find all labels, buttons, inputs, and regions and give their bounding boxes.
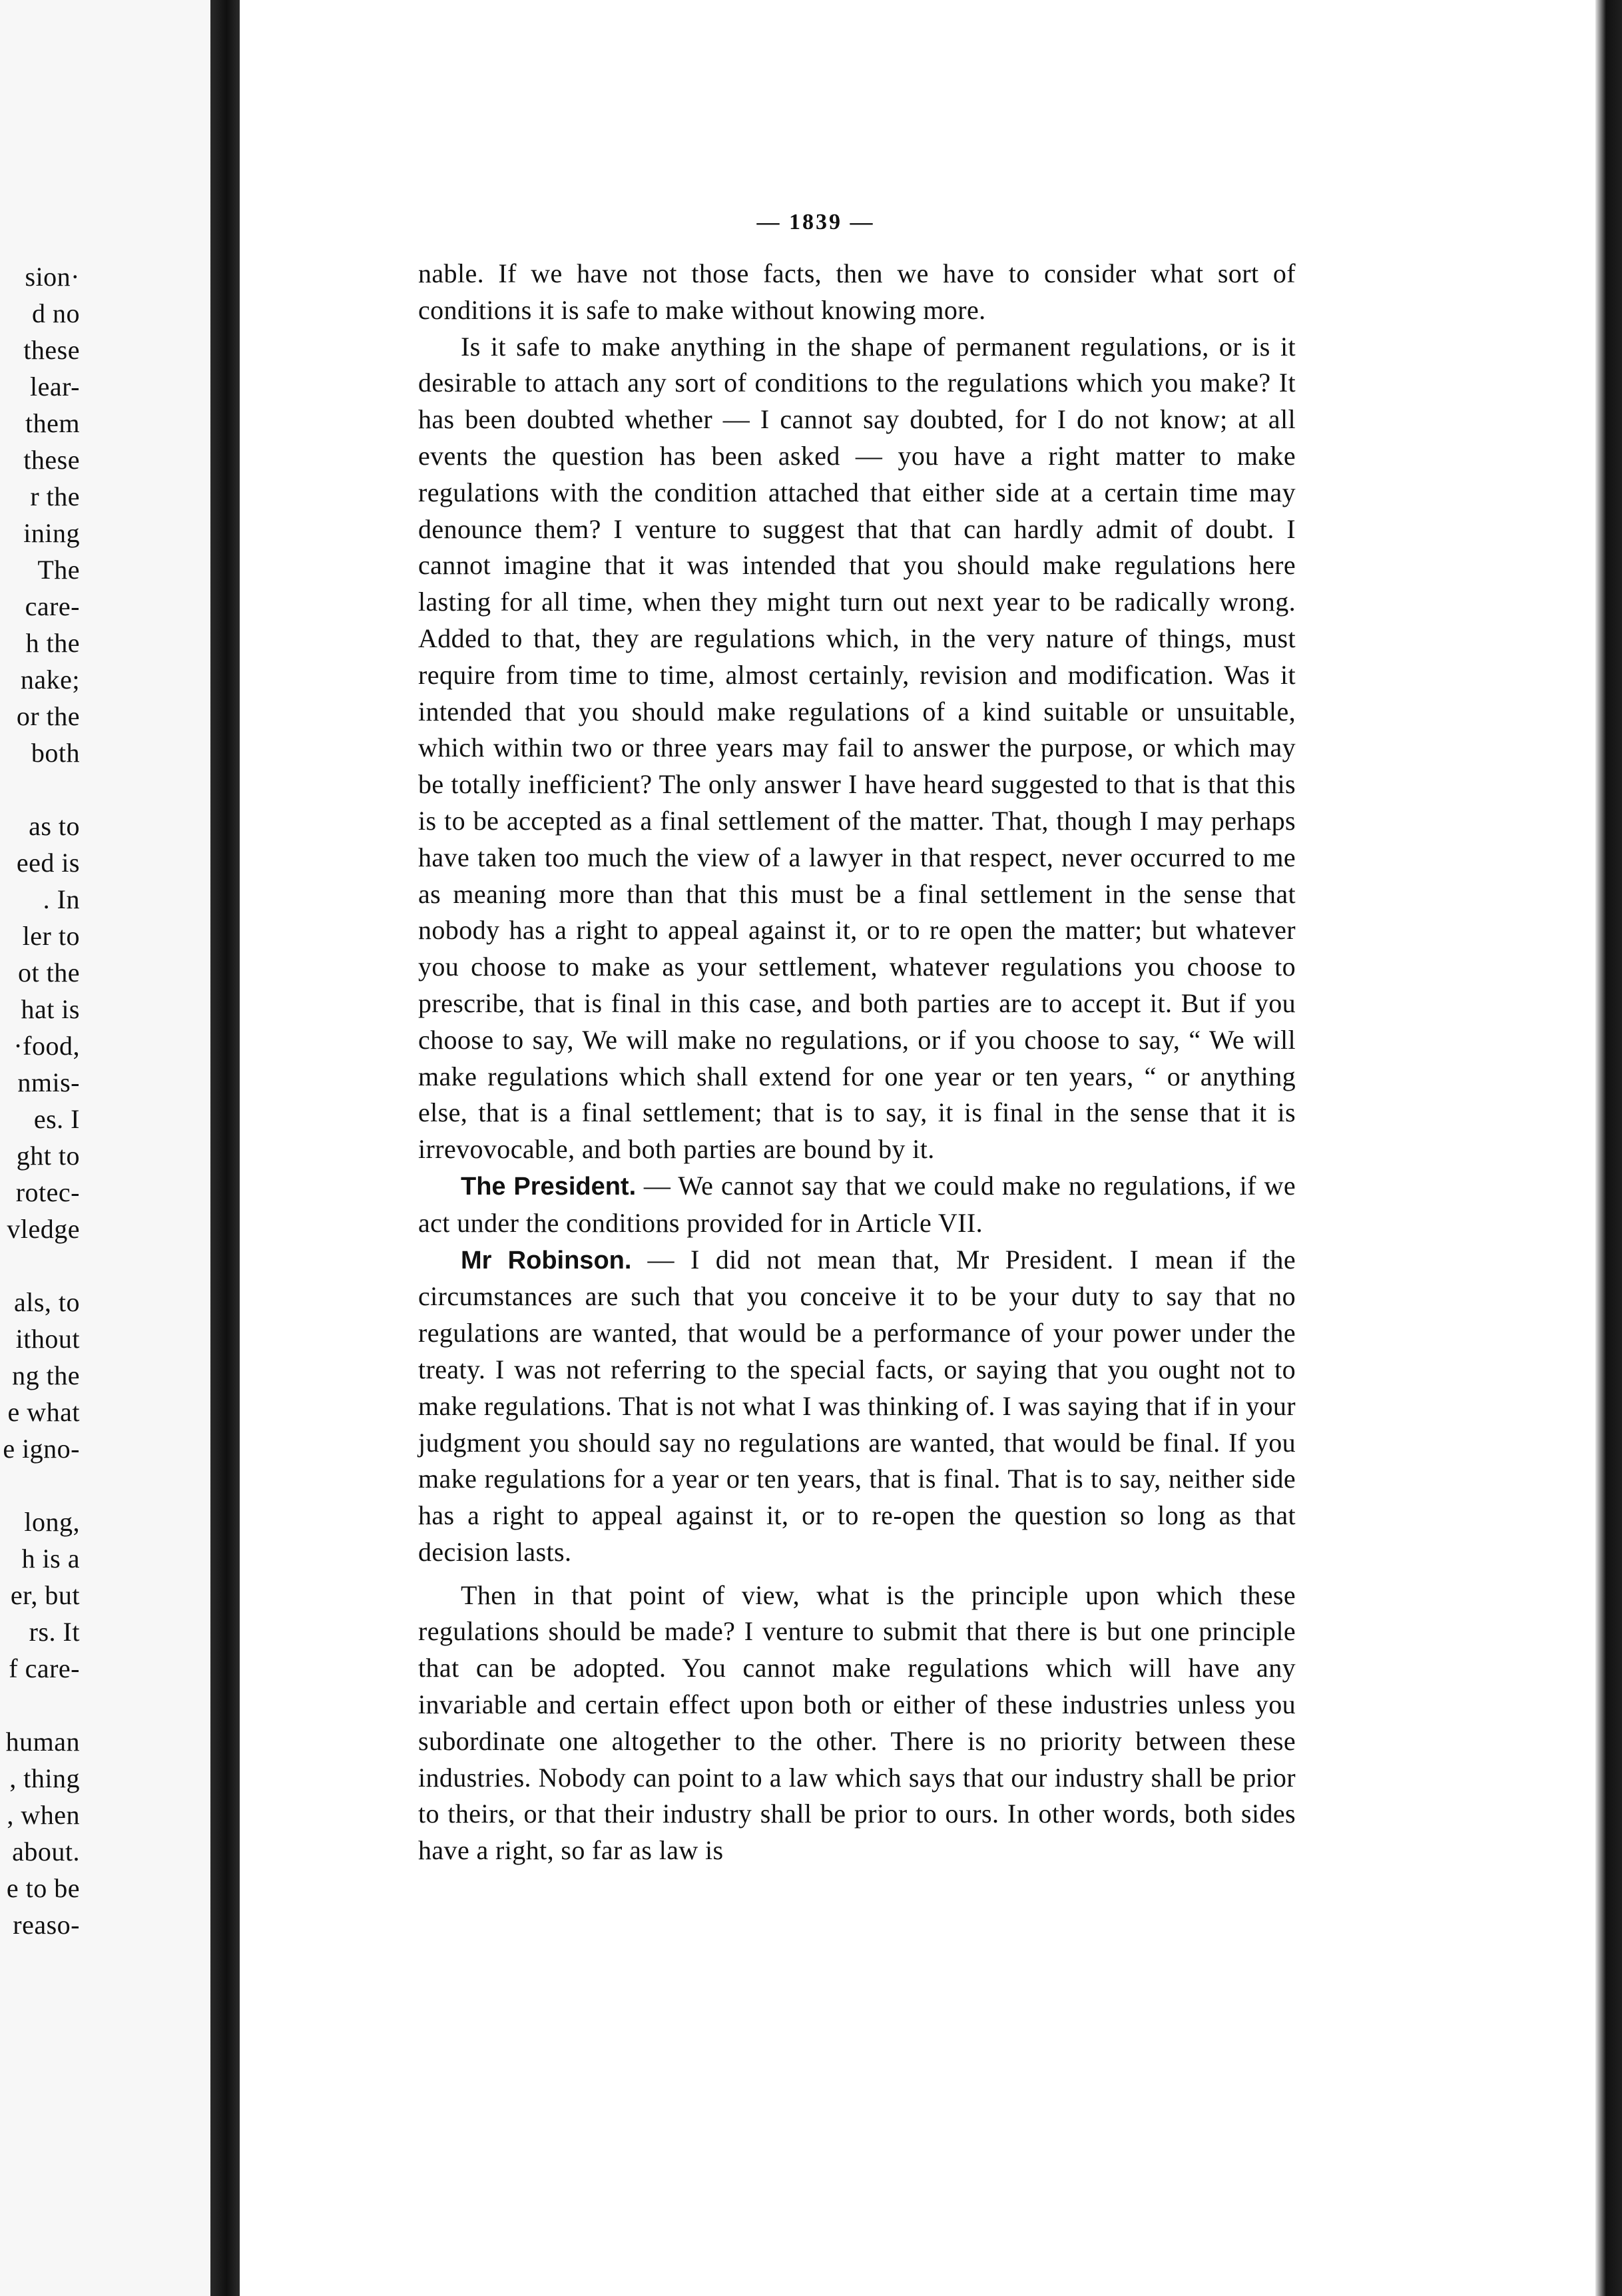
left-page-line-fragment: , thing <box>9 1763 80 1793</box>
left-page-line-fragment <box>3 771 80 808</box>
left-page-line-fragment: d no <box>32 298 80 328</box>
left-page-line-fragment: es. I <box>33 1104 80 1134</box>
left-page-line-fragment: or the <box>16 701 80 731</box>
left-page-line-fragment: about. <box>12 1837 80 1866</box>
left-page-line-fragment: , when <box>7 1800 80 1830</box>
paragraph-4 <box>418 1242 1296 1571</box>
left-page-line-fragment: human <box>5 1727 80 1757</box>
left-page-line-fragment: rotec- <box>15 1177 80 1207</box>
left-page-line-fragment: care- <box>25 591 80 621</box>
left-page-line-list <box>3 258 80 1943</box>
left-page-line-fragment: reaso- <box>13 1910 80 1940</box>
speaker-name: Mr Robinson. <box>461 1246 632 1275</box>
left-page-fragment <box>0 0 210 2296</box>
left-page-line-fragment: ler to <box>22 921 80 951</box>
left-page-line-fragment: e what <box>7 1397 80 1427</box>
paragraph-3-text: — We cannot say that we could make no regulations, if we act under the conditions provided for in Article VII. <box>418 1170 1296 1238</box>
left-page-line-fragment <box>3 1247 80 1284</box>
left-page-line-fragment: ng the <box>12 1360 80 1390</box>
left-page-line-fragment: nake; <box>20 665 80 695</box>
left-page-line-fragment: h is a <box>21 1544 80 1574</box>
left-page-line-fragment: ithout <box>15 1324 80 1354</box>
left-page-line-fragment <box>3 1687 80 1723</box>
left-page-line-fragment <box>3 1467 80 1504</box>
left-page-line-fragment: r the <box>30 481 80 511</box>
left-page-line-fragment: The <box>37 555 80 585</box>
left-page-line-fragment: both <box>31 738 80 768</box>
left-page-line-fragment: e igno- <box>3 1434 80 1464</box>
left-page-line-fragment: . In <box>43 884 80 914</box>
main-text-block <box>418 256 1296 1869</box>
left-page-line-fragment: h the <box>25 628 80 658</box>
paragraph-4-text: — I did not mean that, Mr President. I mean if the circumstances are such that you conceive it to be your duty to say that no regulations are wanted, that would be a performance of your power under the treaty. I was not referring to the special facts, or saying that you ought not to make regulations. That is not what I was thinking of. I was saying that if in your judgment you should say no regulations are wanted, that would be final. If you make regulations for a year or ten years, that is final. That is to say, neither side has a right to appeal against it, or to re-open the question so long as that decision lasts. <box>418 1244 1296 1567</box>
left-page-line-fragment: f care- <box>9 1653 80 1683</box>
left-page-line-fragment: nmis- <box>17 1067 80 1097</box>
left-page-line-fragment: as to <box>29 811 80 841</box>
left-page-line-fragment: als, to <box>13 1287 80 1317</box>
book-spine-shadow <box>210 0 240 2296</box>
left-page-line-fragment: long, <box>24 1507 80 1537</box>
left-page-line-fragment: ·food, <box>13 1031 80 1061</box>
left-page-line-fragment: hat is <box>21 994 80 1024</box>
left-page-line-fragment: rs. It <box>29 1617 80 1647</box>
left-page-line-fragment: these <box>23 445 80 475</box>
left-page-line-fragment: sion· <box>25 262 80 292</box>
paragraph-2: Is it safe to make anything in the shape of permanent regulations, or is it desirable to attach any sort of conditions to the regulations which you make? It has been doubted whether — I cannot say doubted, for I do not know; at all events the question has been asked — you have a right matter to make regulations with the condition attached that either side at a certain time may denounce them? I venture to suggest that that can hardly admit of doubt. I cannot imagine that it was intended that you should make regulations here lasting for all time, when they might turn out next year to be radically wrong. Added to that, they are regulations which, in the very nature of things, must require from time to time, almost certainly, revision and modification. Was it intended that you should make regulations of a kind suitable or unsuitable, which within two or three years may fail to answer the purpose, or which may be totally inefficient? The only answer I have heard suggested to that is that this is to be accepted as a final settlement of the matter. That, though I may perhaps have taken too much the view of a lawyer in that respect, never occurred to me as meaning more than that this must be a final settlement in the sense that nobody has a right to appeal against it, or to re open the matter; but whatever you choose to make as your settlement, whatever regulations you choose to prescribe, that is final in this case, and both parties are to accept it. But if you choose to say, We will make no regulations, or if you choose to say, “ We will make regulations which shall extend for one year or ten years, “ or anything else, that is a final settlement; that is to say, it is final in the sense that it is irrevovocable, and both parties are bound by it. <box>418 331 1296 1165</box>
speaker-name: The President. <box>461 1172 637 1201</box>
right-page-edge-shadow <box>1595 0 1622 2296</box>
paragraph-3 <box>418 1168 1296 1242</box>
left-page-line-fragment: ght to <box>16 1141 80 1171</box>
left-page-line-fragment: er, but <box>10 1580 80 1610</box>
paragraph-5: Then in that point of view, what is the principle upon which these regulations should be made? I venture to submit that there is but one principle that can be adopted. You cannot make regulations which will have any invariable and certain effect upon both or either of these industries unless you subordinate one altogether to the other. There is no priority between these industries. Nobody can point to a law which says that our industry shall be prior to theirs, or that their industry shall be prior to ours. In other words, both sides have a right, so far as law is <box>418 1579 1296 1866</box>
left-page-line-fragment: vledge <box>7 1214 80 1244</box>
left-page-line-fragment: ot the <box>18 958 80 988</box>
paragraph-1: nable. If we have not those facts, then we have to consider what sort of conditions it is safe to make without knowing more. <box>418 258 1296 325</box>
left-page-line-fragment: e to be <box>6 1873 80 1903</box>
left-page-line-fragment: lear- <box>30 372 80 402</box>
page-number: — 1839 — <box>756 210 875 234</box>
left-page-line-fragment: these <box>23 335 80 365</box>
left-page-line-fragment: eed is <box>16 848 80 878</box>
left-page-line-fragment: them <box>25 408 80 438</box>
left-page-line-fragment: ining <box>23 518 80 548</box>
